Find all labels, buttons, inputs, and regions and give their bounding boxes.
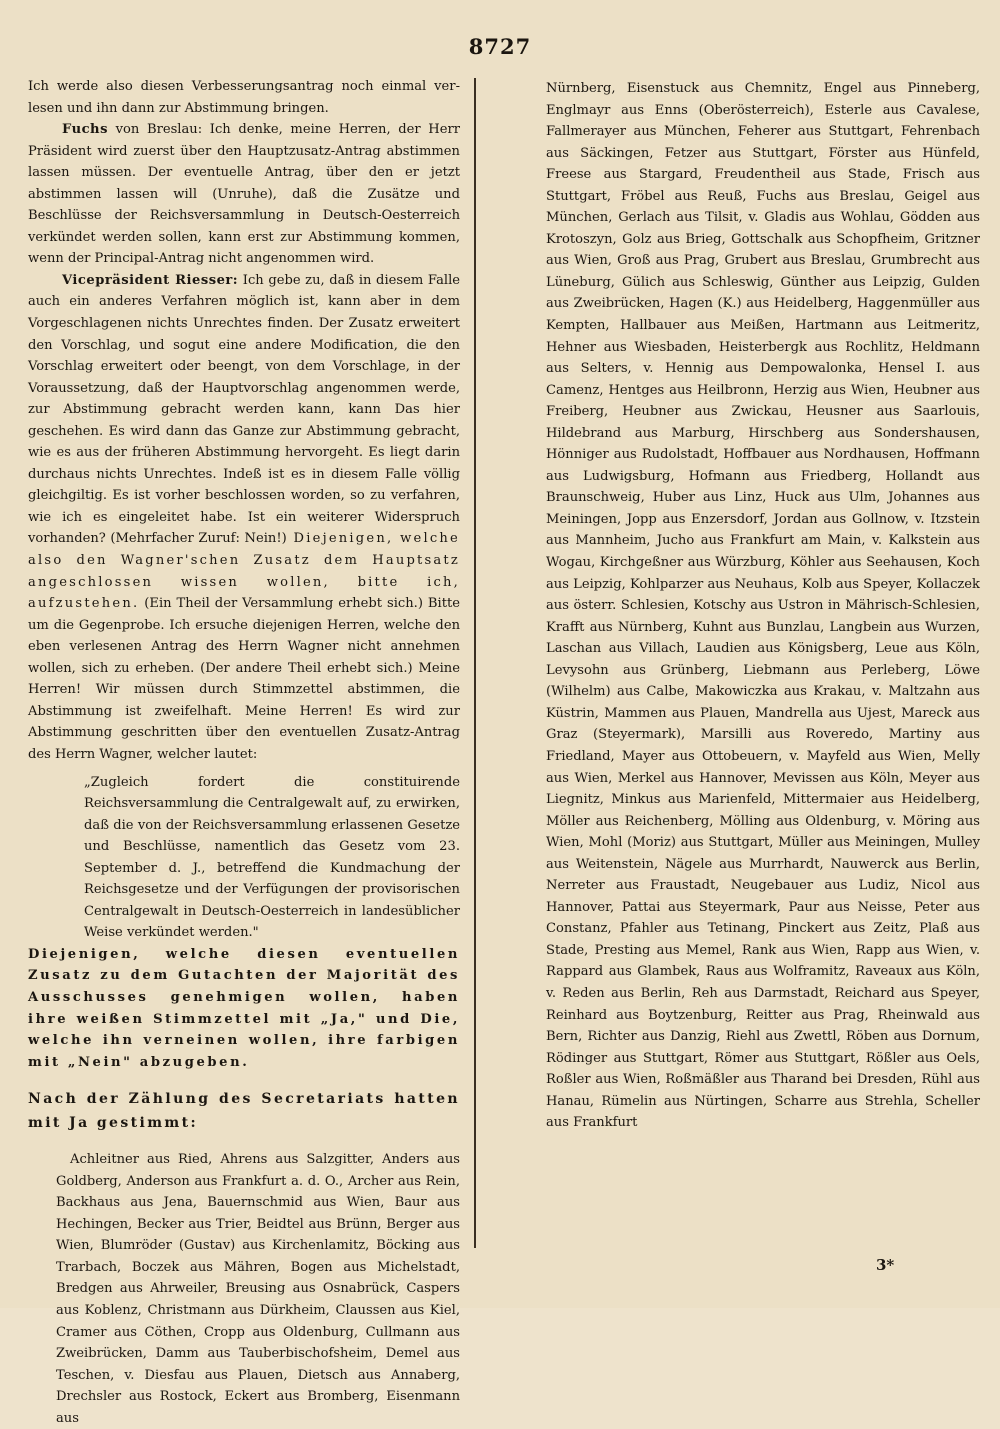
speech-fuchs: von Breslau: Ich denke, meine Herren, der Herr Präsident wird zuerst über den Hauptzusatz-Antrag abstimmen lassen müssen. Der eventuelle Antrag, über den er jetzt abstimmen lassen will (Unruhe), daß die Zusätze und Beschlüsse der Reichsversammlung in Deutsch-Oesterreich verkündet werden sollen, kann erst zur Abstimmung kommen, wenn der Principal-Antrag nicht angenommen wird.: [28, 122, 460, 267]
column-divider: [474, 78, 476, 1248]
yes-voters-list-start: Achleitner aus Ried, Ahrens aus Salzgitter, Anders aus Goldberg, Anderson aus Frankfurt a. d. O., Archer aus Rein, Backhaus aus Jena, Bauernschmid aus Wien, Baur aus Hechingen, Becker aus Trier, Beidtel aus Brünn, Berger aus Wien, Blumröder (Gustav) aus Kirchenlamitz, Böcking aus Trarbach, Boczek aus Mähren, Bogen aus Michelstadt, Bredgen aus Ahrweiler, Breusing aus Osnabrück, Caspers aus Koblenz, Christmann aus Dürkheim, Claussen aus Kiel, Cramer aus Cöthen, Cropp aus Oldenburg, Cullmann aus Zweibrücken, Damm aus Tauberbischofsheim, Demel aus Teschen, v. Diesfau aus Plauen, Dietsch aus Annaberg, Drechsler aus Rostock, Eckert aus Bromberg, Eisenmann aus: [56, 1152, 460, 1426]
voting-instruction: Diejenigen, welche diesen eventuellen Zusatz zu dem Gutachten der Majorität des Ausschusses genehmigen wollen, haben ihre weißen Stimmzettel mit „Ja," und Die, welche ihn verneinen wollen, ihre farbigen mit „Nein" abzugeben.: [28, 946, 460, 1070]
yes-voters-list-continued: Nürnberg, Eisenstuck aus Chemnitz, Engel aus Pinneberg, Englmayr aus Enns (Oberösterreich), Esterle aus Cavalese, Fallmerayer aus München, Feherer aus Stuttgart, Fehrenbach aus Säckingen, Fetzer aus Stuttgart, Förster aus Hünfeld, Freese aus Stargard, Freudentheil aus Stade, Frisch aus Stuttgart, Fröbel aus Reuß, Fuchs aus Breslau, Geigel aus München, Gerlach aus Tilsit, v. Gladis aus Wohlau, Gödden aus Krotoszyn, Golz aus Brieg, Gottschalk aus Schopfheim, Gritzner aus Wien, Groß aus Prag, Grubert aus Breslau, Grumbrecht aus Lüneburg, Gülich aus Schleswig, Günther aus Leipzig, Gulden aus Zweibrücken, Hagen (K.) aus Heidelberg, Haggenmüller aus Kempten, Hallbauer aus Meißen, Hartmann aus Leitmeritz, Hehner aus Wiesbaden, Heisterbergk aus Rochlitz, Heldmann aus Selters, v. Hennig aus Dempowalonka, Hensel I. aus Camenz, Hentges aus Heilbronn, Herzig aus Wien, Heubner aus Freiberg, Heubner aus Zwickau, Heusner aus Saarlouis, Hildebrand aus Marburg, Hirschberg aus Sondershausen, Hönniger aus Rudolstadt, Hoffbauer aus Nordhausen, Hoffmann aus Ludwigsburg, Hofmann aus Friedberg, Hollandt aus Braunschweig, Huber aus Linz, Huck aus Ulm, Johannes aus Meiningen, Jopp aus Enzersdorf, Jordan aus Gollnow, v. Itzstein aus Mannheim, Jucho aus Frankfurt am Main, v. Kalkstein aus Wogau, Kirchgeßner aus Würzburg, Köhler aus Seehausen, Koch aus Leipzig, Kohlparzer aus Neuhaus, Kolb aus Speyer, Kollaczek aus österr. Schlesien, Kotschy aus Ustron in Mährisch-Schlesien, Krafft aus Nürnberg, Kuhnt aus Bunzlau, Langbein aus Wurzen, Laschan aus Villach, Laudien aus Königsberg, Leue aus Köln, Levysohn aus Grünberg, Liebmann aus Perleberg, Löwe (Wilhelm) aus Calbe, Makowiczka aus Krakau, v. Maltzahn aus Küstrin, Mammen aus Plauen, Mandrella aus Ujest, Mareck aus Graz (Steyermark), Marsilli aus Roveredo, Martiny aus Friedland, Mayer aus Ottobeuern, v. Mayfeld aus Wien, Melly aus Wien, Merkel aus Hannover, Mevissen aus Köln, Meyer aus Liegnitz, Minkus aus Marienfeld, Mittermaier aus Heidelberg, Möller aus Reichenberg, Mölling aus Oldenburg, v. Möring aus Wien, Mohl (Moriz) aus Stuttgart, Müller aus Meiningen, Mulley aus Weitenstein, Nägele aus Murrhardt, Nauwerck aus Berlin, Nerreter aus Fraustadt, Neugebauer aus Ludiz, Nicol aus Hannover, Pattai aus Steyermark, Paur aus Neisse, Peter aus Constanz, Pfahler aus Tetinang, Pinckert aus Zeitz, Plaß aus Stade, Presting aus Memel, Rank aus Wien, Rapp aus Wien, v. Rappard aus Glambek, Raus aus Wolframitz, Raveaux aus Köln, v. Reden aus Berlin, Reh aus Darmstadt, Reichard aus Speyer, Reinhard aus Boytzenburg, Reitter aus Prag, Rheinwald aus Bern, Richter aus Danzig, Riehl aus Zwettl, Röben aus Dornum, Rödinger aus Stuttgart, Römer aus Stuttgart, Rößler aus Oels, Roßler aus Wien, Roßmäßler aus Tharand bei Dresden, Rühl aus Hanau, Rümelin aus Nürtingen, Scharre aus Strehla, Scheller aus Frankfurt: [546, 81, 980, 1131]
paragraph-1: Ich werde also diesen Verbesserungsantrag noch einmal ver-lesen und ihn dann zur Abstimmung bringen.: [28, 79, 460, 116]
speaker-riesser: Vicepräsident Riesser:: [62, 272, 239, 288]
speaker-fuchs: Fuchs: [62, 122, 108, 138]
right-column: [546, 78, 980, 1134]
paragraph-fuchs: [28, 119, 460, 270]
speech-riesser: Ich gebe zu, daß in diesem Falle auch ein anderes Verfahren möglich ist, kann aber in dem Vorgeschlagenen nichts Unrechtes finden. Der Zusatz erweitert den Vorschlag, und sogut eine andere Modification, die den Vorschlag erweitert oder beengt, von dem Vorschlage, in der Voraussetzung, daß der Hauptvorschlag angenommen werde, zur Abstimmung gebracht werden kann, kann Das hier geschehen. Es wird dann das Ganze zur Abstimmung gebracht, wie es aus der früheren Abstimmung hervorgeht. Es liegt darin durchaus nichts Unrechtes. Indeß ist es in diesem Falle völlig gleichgiltig. Es ist vorher beschlossen worden, so zu verfahren, wie ich es eingeleitet habe. Ist ein weiterer Widerspruch vorhanden? (Mehrfacher Zuruf: Nein!): [28, 272, 460, 547]
motion-quote: „Zugleich fordert die constituirende Reichsversammlung die Centralgewalt auf, zu erwirken, daß die von der Reichsversammlung erlassenen Gesetze und Beschlüsse, namentlich das Gesetz vom 23. September d. J., betreffend die Kundmachung der Reichsgesetze und der Verfügungen der provisorischen Centralgewalt in Deutsch-Oesterreich in landesüblicher Weise verkündet werden.": [84, 774, 460, 941]
paragraph-riesser: [28, 270, 460, 766]
page-number: 8727: [468, 34, 532, 59]
left-column: [28, 76, 460, 1429]
speech-riesser-spaced: Diejenigen, welche also den Wagner'schen Zusatz dem Hauptsatz angeschlossen wissen wollen, bitte ich, aufzustehen.: [28, 531, 461, 612]
signature-mark: 3*: [876, 1256, 895, 1274]
vote-heading: Nach der Zählung des Secretariats hatten mit Ja gestimmt:: [28, 1091, 460, 1132]
speech-riesser-continued: (Ein Theil der Versammlung erhebt sich.) Bitte um die Gegenprobe. Ich ersuche diejenigen Herren, welche den eben verlesenen Antrag des Herrn Wagner nicht annehmen wollen, sich zu erheben. (Der andere Theil erhebt sich.) Meine Herren! Wir müssen durch Stimmzettel abstimmen, die Abstimmung ist zweifelhaft. Meine Herren! Es wird zur Abstimmung geschritten über den eventuellen Zusatz-Antrag des Herrn Wagner, welcher lautet:: [28, 596, 460, 762]
